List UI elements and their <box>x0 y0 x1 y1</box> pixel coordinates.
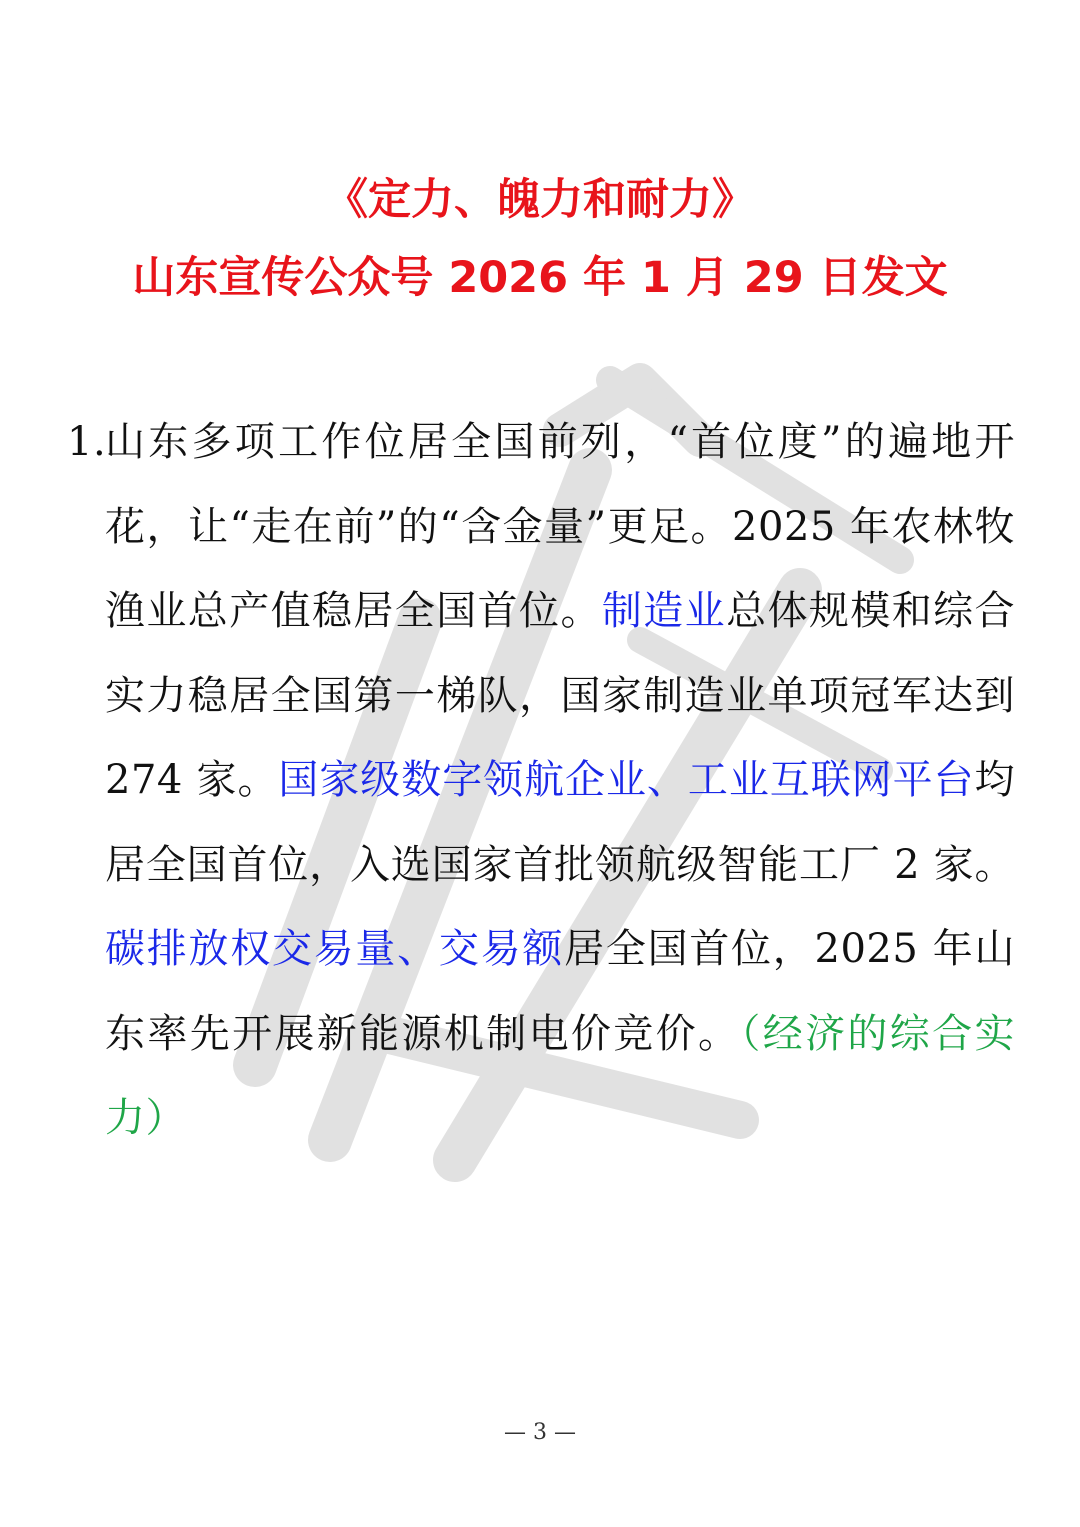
document-title: 《定力、魄力和耐力》 <box>325 175 755 225</box>
paragraph-text: 山东多项工作位居全国前列，“首位度”的遍地开花，让“走在前”的“含金量”更足。2025 年农林牧渔业总产值稳居全国首位。 <box>105 419 1015 634</box>
highlight-carbon-trading: 碳排放权交易量、交易额 <box>105 926 565 972</box>
list-item <box>67 400 1016 1161</box>
document-subtitle: 山东宣传公众号 2026 年 1 月 29 日发文 <box>132 253 948 303</box>
paragraph-text: 均居全国首位，入选国家首批领航级智能工厂 2 家。 <box>105 757 1016 888</box>
category-note: （经济的综合实力） <box>105 1010 1016 1141</box>
list-item-number: 1. <box>67 419 107 465</box>
paragraph-text: 总体规模和综合实力稳居全国第一梯队，国家制造业单项冠军达到 274 家。 <box>105 588 1016 803</box>
paragraph-text: 居全国首位，2025 年山东率先开展新能源机制电价竞价。 <box>105 926 1016 1057</box>
highlight-digital-enterprises: 国家级数字领航企业、工业互联网平台 <box>278 757 975 803</box>
document-header <box>0 175 1080 303</box>
highlight-manufacturing: 制造业 <box>601 588 727 634</box>
page-number: — 3 — <box>504 1420 576 1445</box>
